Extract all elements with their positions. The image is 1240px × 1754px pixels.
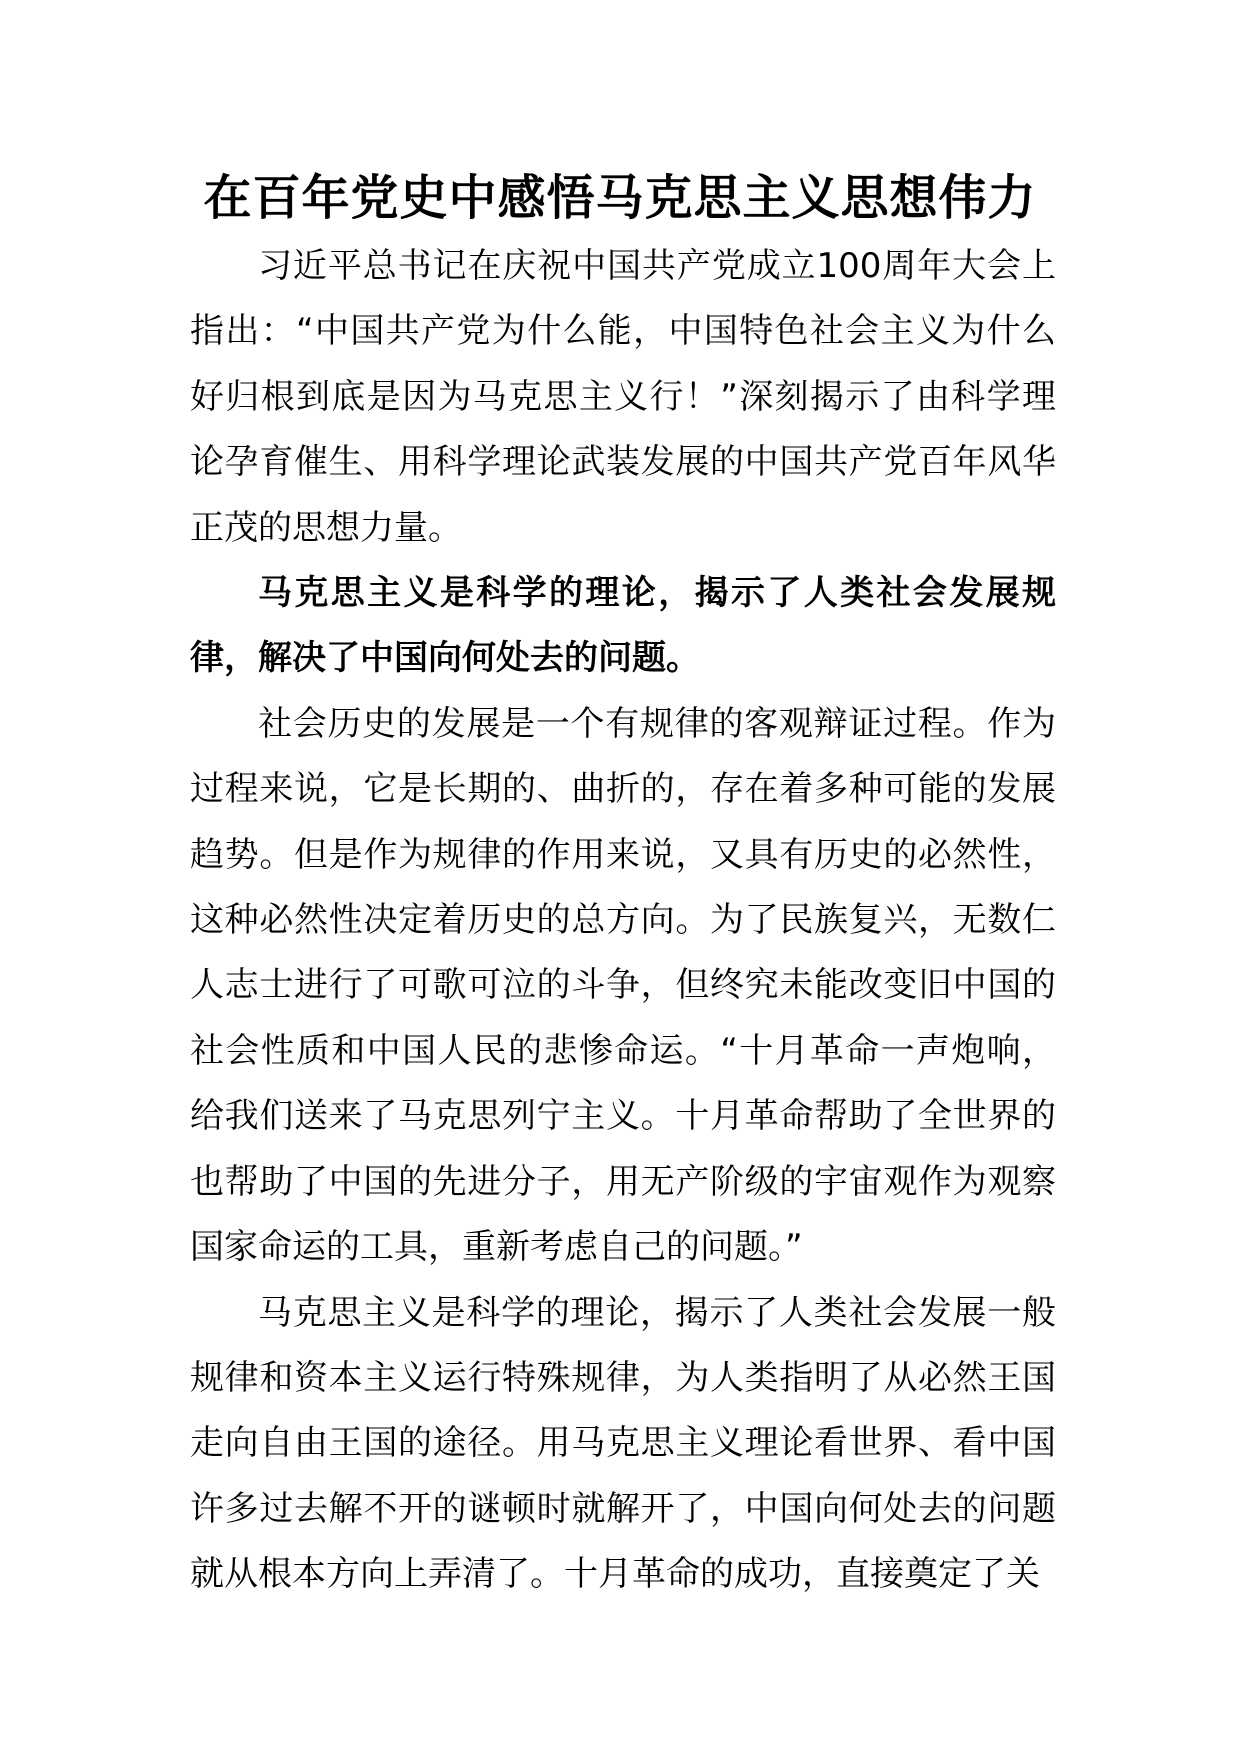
document-body [190, 234, 1056, 1608]
paragraph-intro: 习近平总书记在庆祝中国共产党成立100周年大会上指出：“中国共产党为什么能，中国特色社会主义为什么好归根到底是因为马克思主义行！”深刻揭示了由科学理论孕育催生、用科学理论武装发展的中国共产党百年风华正茂的思想力量。 [190, 246, 1056, 548]
paragraph-history: 社会历史的发展是一个有规律的客观辩证过程。作为过程来说，它是长期的、曲折的，存在着多种可能的发展趋势。但是作为规律的作用来说，又具有历史的必然性，这种必然性决定着历史的总方向。为了民族复兴，无数仁人志士进行了可歌可泣的斗争，但终究未能改变旧中国的社会性质和中国人民的悲惨命运。“十月革命一声炮响，给我们送来了马克思列宁主义。十月革命帮助了全世界的也帮助了中国的先进分子，用无产阶级的宇宙观作为观察国家命运的工具，重新考虑自己的问题。” [190, 703, 1056, 1268]
paragraph-marxism: 马克思主义是科学的理论，揭示了人类社会发展一般规律和资本主义运行特殊规律，为人类指明了从必然王国走向自由王国的途径。用马克思主义理论看世界、看中国许多过去解不开的谜顿时就解开了，中国向何处去的问题就从根本方向上弄清了。十月革命的成功，直接奠定了关 [190, 1292, 1056, 1595]
document-title: 在百年党史中感悟马克思主义思想伟力 [203, 170, 1037, 226]
section-heading: 马克思主义是科学的理论，揭示了人类社会发展规律，解决了中国向何处去的问题。 [190, 573, 1056, 679]
